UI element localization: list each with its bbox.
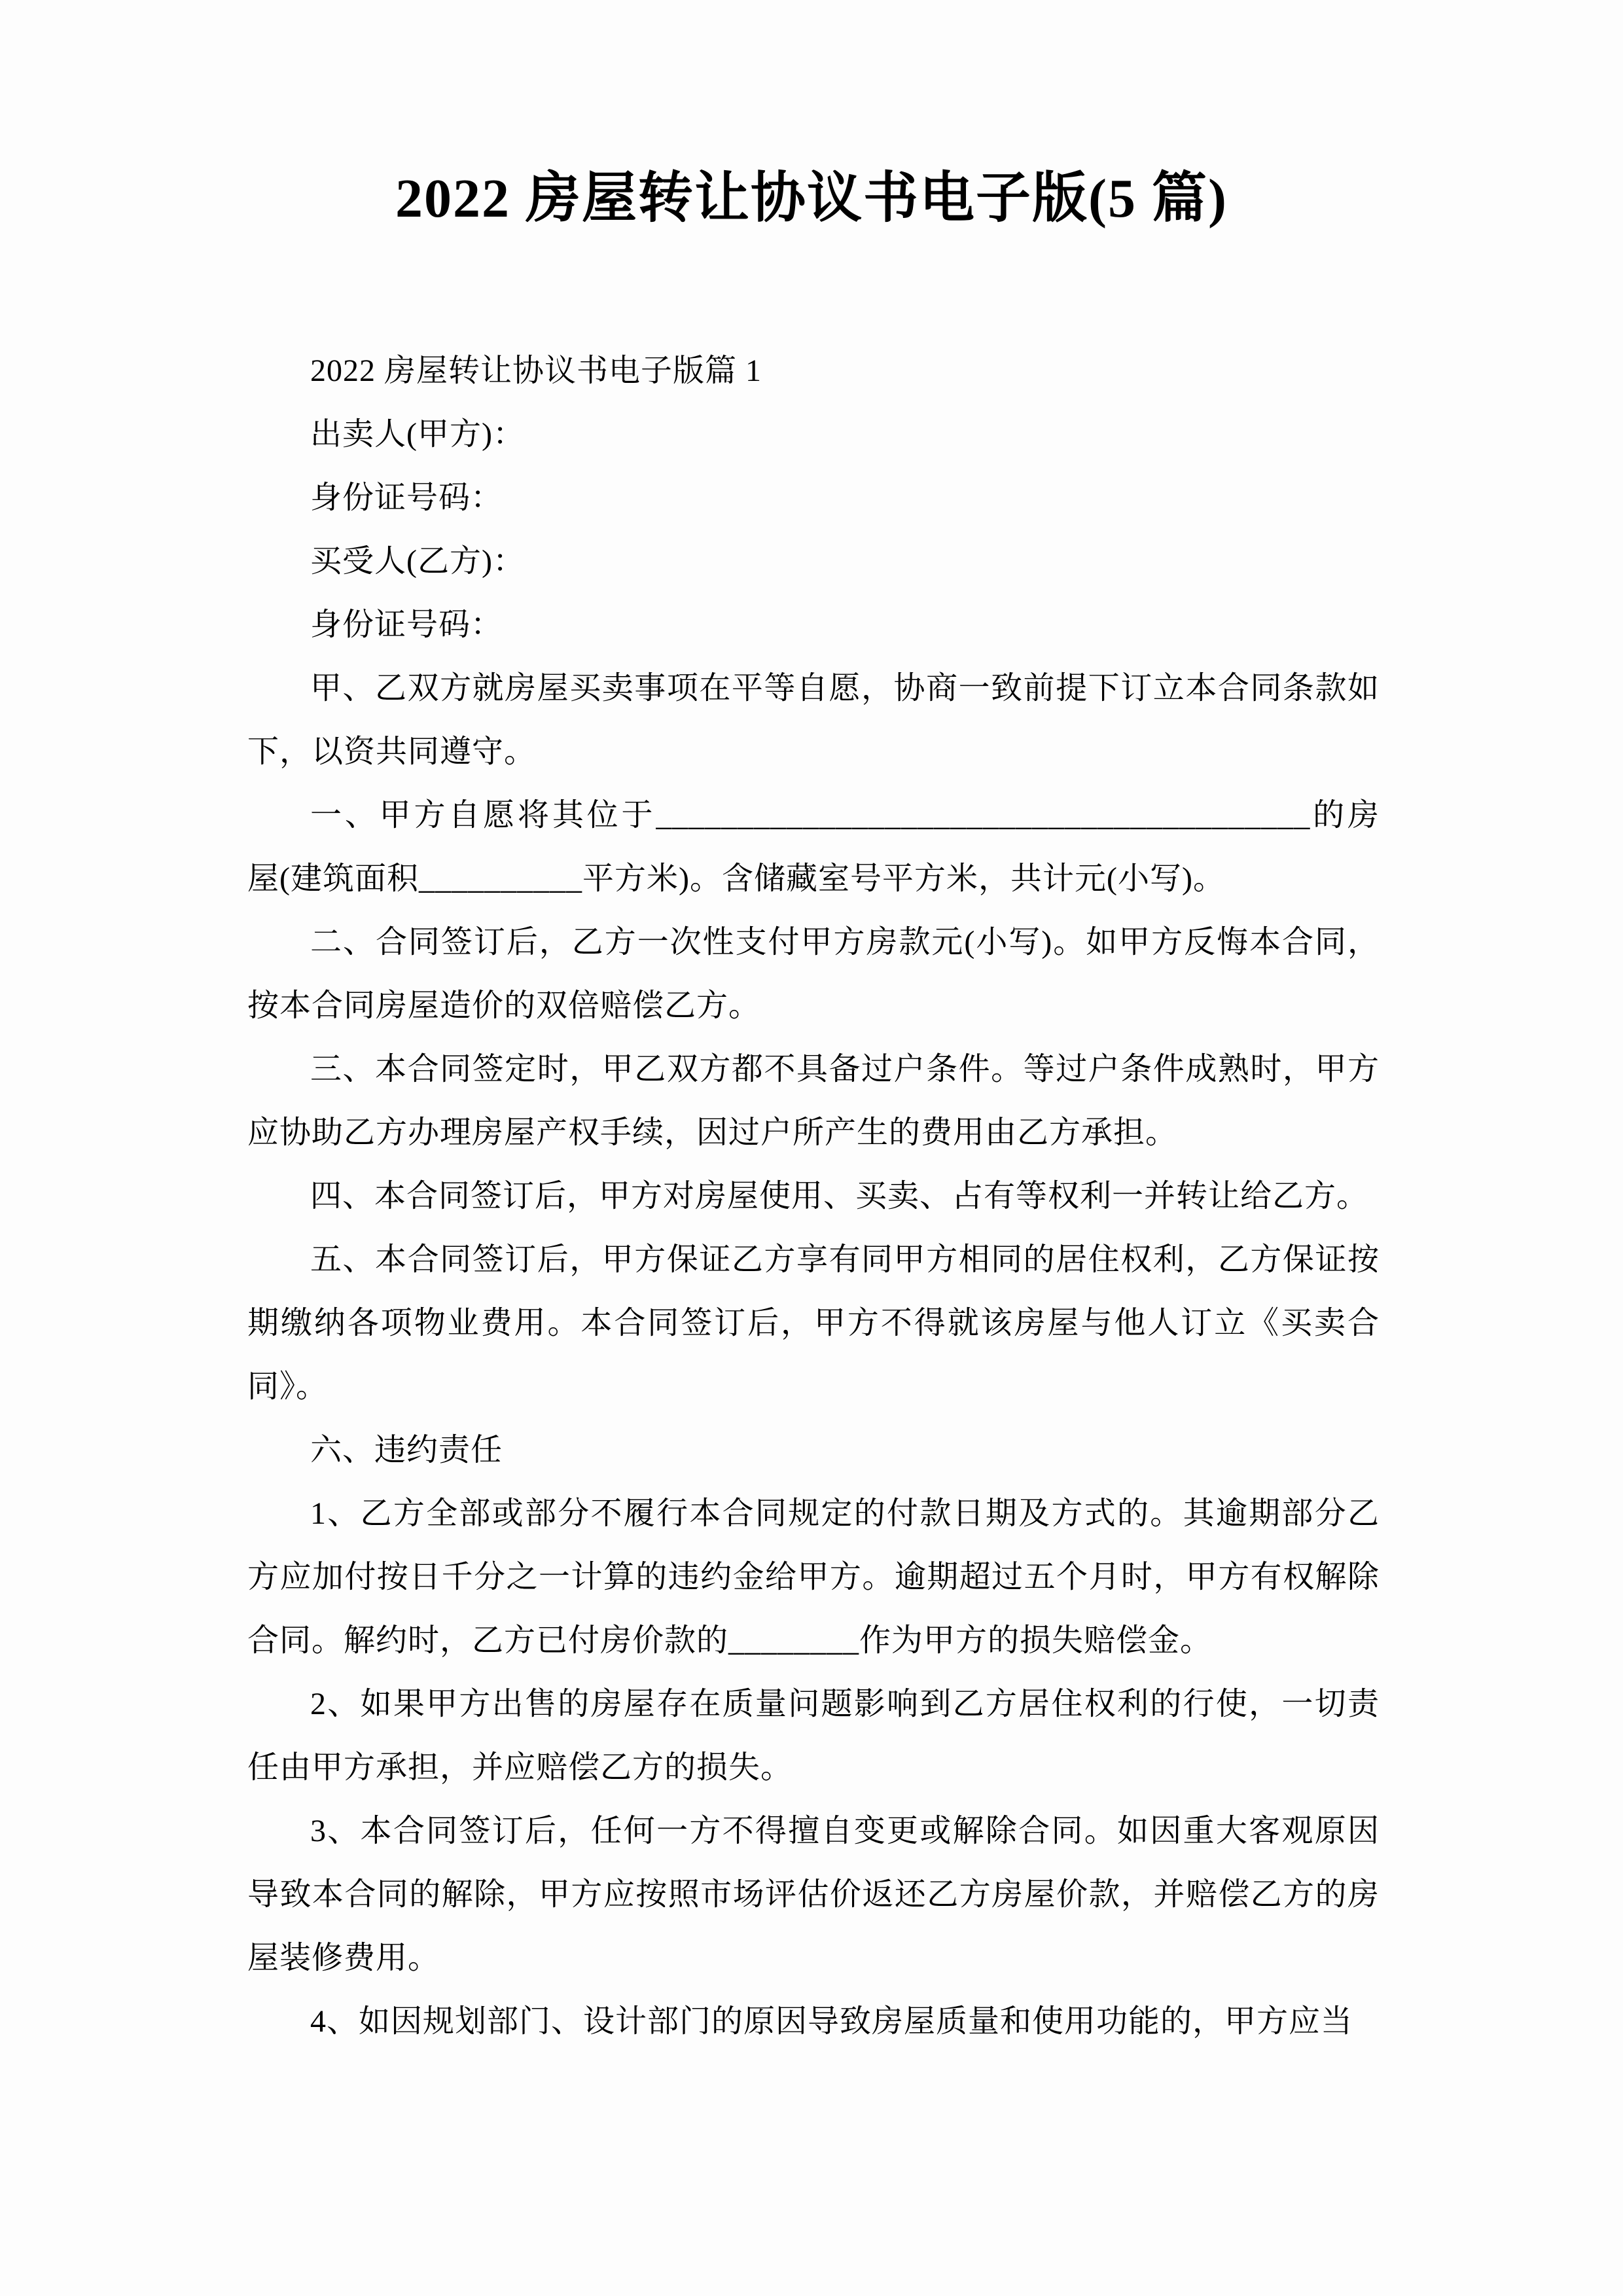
document-title: 2022 房屋转让协议书电子版(5 篇) — [395, 168, 1228, 229]
paragraph: 身份证号码： — [310, 607, 503, 642]
paragraph: 六、违约责任 — [310, 1433, 503, 1467]
paragraph: 二、合同签订后，乙方一次性支付甲方房款元(小写)。如甲方反悔本合同，按本合同房屋造价的双倍赔偿乙方。 — [247, 925, 1380, 1023]
paragraph: 五、本合同签订后，甲方保证乙方享有同甲方相同的居住权利，乙方保证按期缴纳各项物业费用。本合同签订后，甲方不得就该房屋与他人订立《买卖合同》。 — [247, 1242, 1380, 1404]
paragraph: 2022 房屋转让协议书电子版篇 1 — [310, 353, 762, 388]
paragraph: 甲、乙双方就房屋买卖事项在平等自愿，协商一致前提下订立本合同条款如下，以资共同遵守。 — [247, 671, 1380, 769]
paragraph: 1、乙方全部或部分不履行本合同规定的付款日期及方式的。其逾期部分乙方应加付按日千分之一计算的违约金给甲方。逾期超过五个月时，甲方有权解除合同。解约时，乙方已付房价款的________作为甲方的损失赔偿金。 — [247, 1496, 1380, 1658]
paragraph: 三、本合同签定时，甲乙双方都不具备过户条件。等过户条件成熟时，甲方应协助乙方办理房屋产权手续，因过户所产生的费用由乙方承担。 — [247, 1052, 1380, 1150]
paragraph: 4、如因规划部门、设计部门的原因导致房屋质量和使用功能的，甲方应当 — [310, 2004, 1353, 2039]
paragraph: 身份证号码： — [310, 480, 503, 515]
paragraph: 四、本合同签订后，甲方对房屋使用、买卖、占有等权利一并转让给乙方。 — [310, 1179, 1369, 1213]
paragraph: 3、本合同签订后，任何一方不得擅自变更或解除合同。如因重大客观原因导致本合同的解除，甲方应按照市场评估价返还乙方房屋价款，并赔偿乙方的房屋装修费用。 — [247, 1814, 1380, 1975]
paragraph: 出卖人(甲方)： — [310, 417, 525, 452]
paragraph: 买受人(乙方)： — [310, 544, 525, 579]
paragraph: 2、如果甲方出售的房屋存在质量问题影响到乙方居住权利的行使，一切责任由甲方承担，并应赔偿乙方的损失。 — [247, 1687, 1380, 1785]
document-body — [247, 339, 1380, 2053]
paragraph: 一、甲方自愿将其位于________________________________________的房屋(建筑面积__________平方米)。含储藏室号平方米，共计元(小写)。 — [247, 798, 1380, 896]
